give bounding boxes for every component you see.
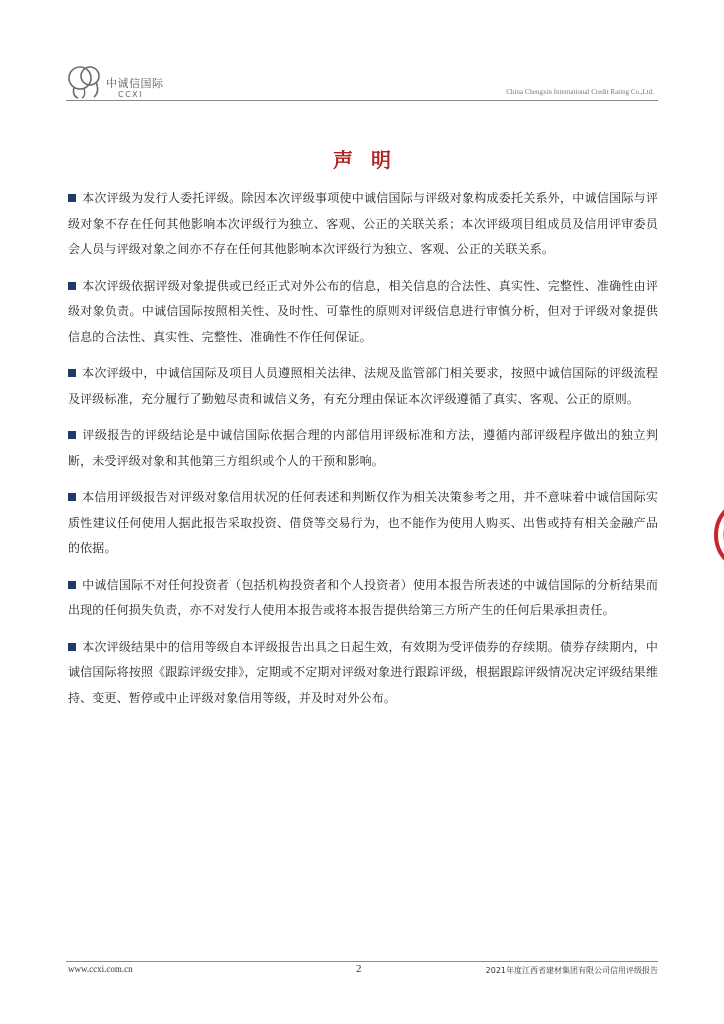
- square-bullet-icon: [68, 194, 76, 202]
- statement-paragraph: [68, 573, 658, 624]
- square-bullet-icon: [68, 431, 76, 439]
- page-number: 2: [356, 963, 362, 975]
- paragraph-text: 中诚信国际不对任何投资者（包括机构投资者和个人投资者）使用本报告所表述的中诚信国际的分析结果而出现的任何损失负责，亦不对发行人使用本报告或将本报告提供给第三方所产生的任何后果承担责任。: [68, 577, 658, 617]
- footer-report-title: 2021年度江西省建材集团有限公司信用评级报告: [485, 966, 658, 975]
- paragraph-text: 评级报告的评级结论是中诚信国际依据合理的内部信用评级标准和方法，遵循内部评级程序做出的独立判断，未受评级对象和其他第三方组织或个人的干预和影响。: [68, 428, 658, 468]
- footer-website: www.ccxi.com.cn: [68, 964, 133, 974]
- statement-paragraph: [68, 485, 658, 562]
- paragraph-text: 本次评级为发行人委托评级。除因本次评级事项使中诚信国际与评级对象构成委托关系外，中诚信国际与评级对象不存在任何其他影响本次评级行为独立、客观、公正的关联关系；本次评级项目组成员及信用评审委员会人员与评级对象之间亦不存在任何其他影响本次评级行为独立、客观、公正的关联关系。: [68, 191, 658, 256]
- red-seal-stamp: [712, 492, 724, 578]
- footer-divider: [66, 961, 658, 962]
- square-bullet-icon: [68, 369, 76, 377]
- statement-paragraph: [68, 361, 658, 412]
- company-name-en: China Chengxin International Credit Rating Co.,Ltd.: [506, 88, 654, 96]
- paragraph-text: 本信用评级报告对评级对象信用状况的任何表述和判断仅作为相关决策参考之用，并不意味着中诚信国际实质性建议任何使用人据此报告采取投资、借贷等交易行为，也不能作为使用人购买、出售或持有相关金融产品的依据。: [68, 490, 658, 555]
- statement-paragraph: [68, 186, 658, 263]
- statement-body: [68, 186, 658, 722]
- square-bullet-icon: [68, 643, 76, 651]
- square-bullet-icon: [68, 282, 76, 290]
- paragraph-text: 本次评级中，中诚信国际及项目人员遵照相关法律、法规及监管部门相关要求，按照中诚信国际的评级流程及评级标准，充分履行了勤勉尽责和诚信义务，有充分理由保证本次评级遵循了真实、客观、公正的原则。: [68, 366, 658, 406]
- logo-text-en: CCXI: [118, 90, 144, 99]
- elephant-logo-icon: [66, 62, 110, 102]
- paragraph-text: 本次评级依据评级对象提供或已经正式对外公布的信息，相关信息的合法性、真实性、完整性、准确性由评级对象负责。中诚信国际按照相关性、及时性、可靠性的原则对评级信息进行审慎分析，但对于评级对象提供信息的合法性、真实性、完整性、准确性不作任何保证。: [68, 278, 658, 344]
- page-title: 声明: [333, 148, 409, 172]
- paragraph-text: 本次评级结果中的信用等级自本评级报告出具之日起生效，有效期为受评债券的存续期。债券存续期内，中诚信国际将按照《跟踪评级安排》，定期或不定期对评级对象进行跟踪评级，根据跟踪评级情况决定评级结果维持、变更、暂停或中止评级对象信用等级，并及时对外公布。: [68, 639, 658, 705]
- statement-paragraph: [68, 423, 658, 474]
- statement-paragraph: [68, 635, 658, 712]
- square-bullet-icon: [68, 493, 76, 501]
- statement-paragraph: [68, 274, 658, 351]
- logo-text-cn: 中诚信国际: [106, 77, 164, 90]
- square-bullet-icon: [68, 581, 76, 589]
- header-divider: [66, 100, 658, 101]
